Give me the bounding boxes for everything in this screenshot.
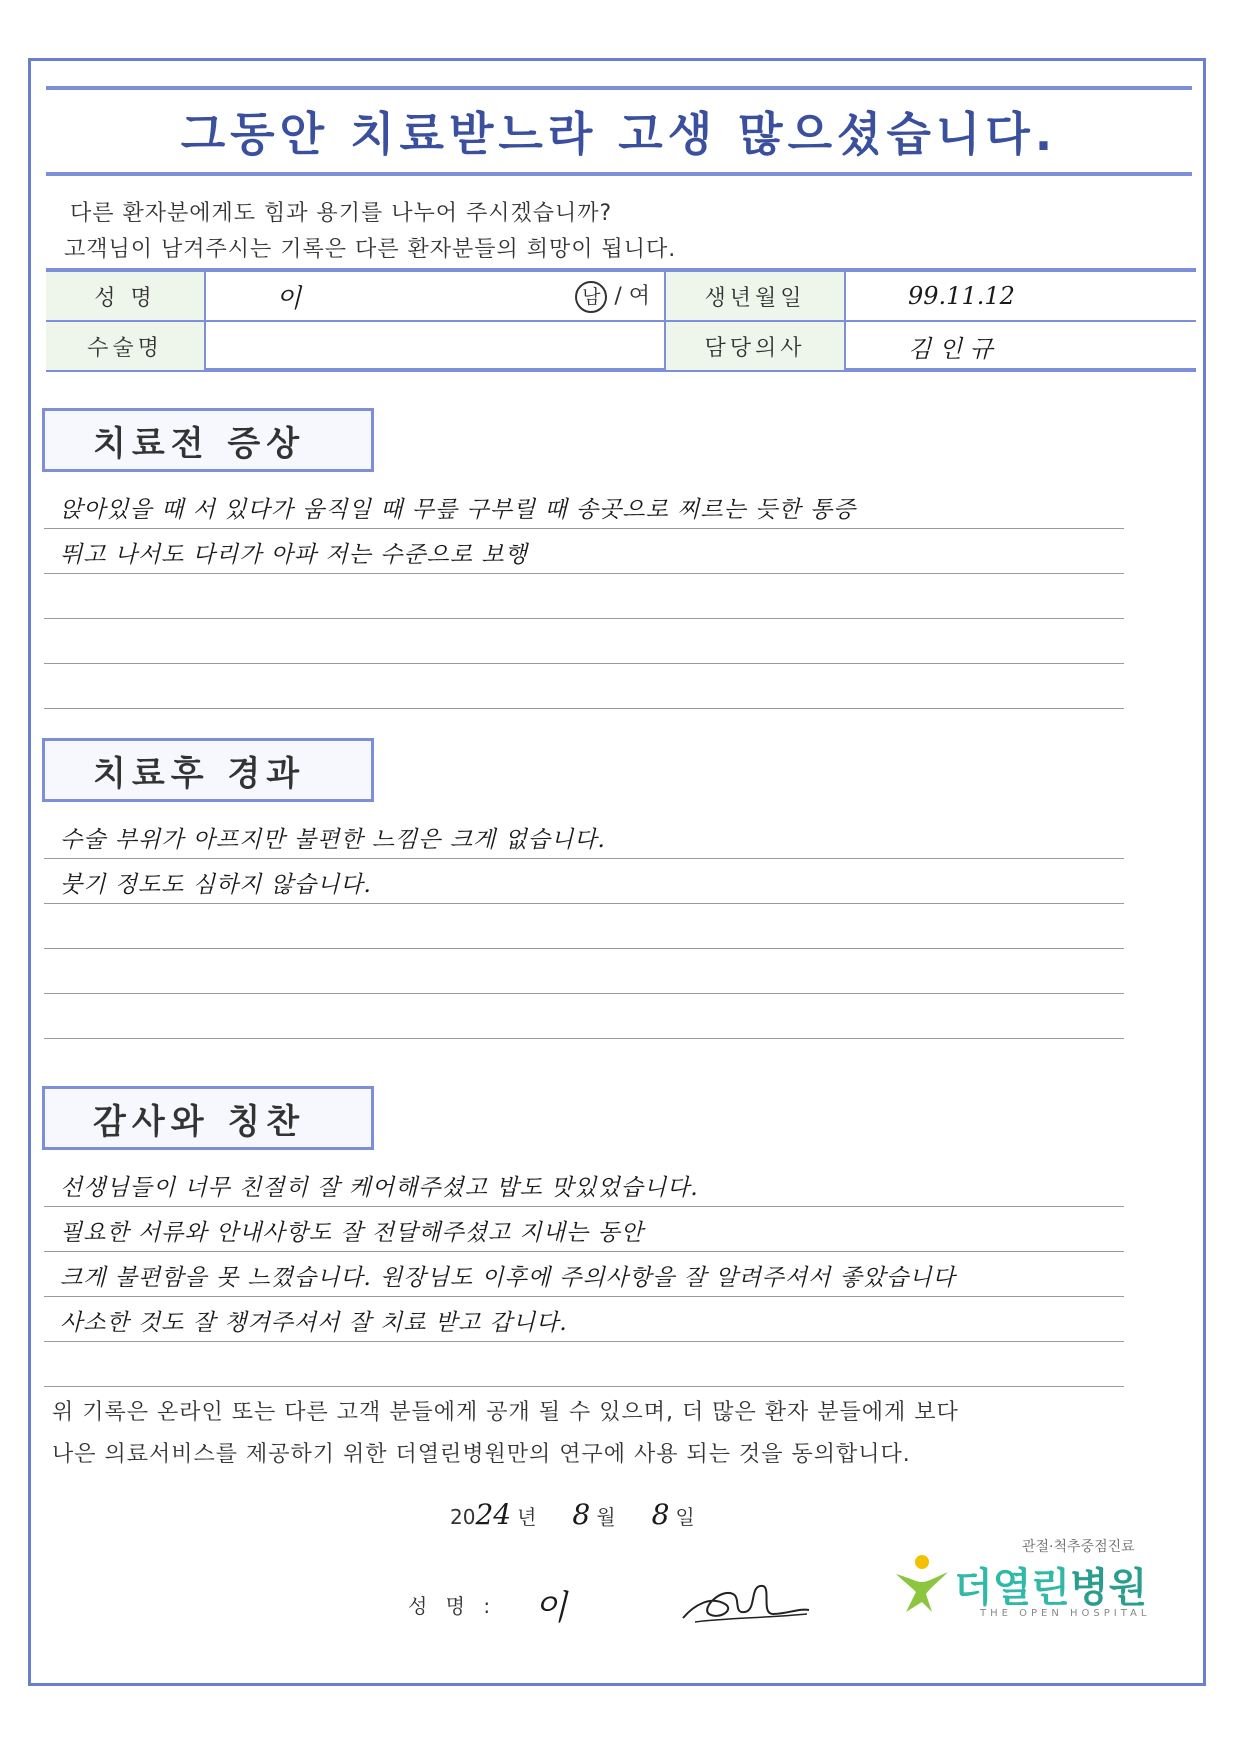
hospital-logo <box>892 1536 1162 1626</box>
symptoms-lines[interactable] <box>44 484 1124 709</box>
handwritten-text: 앉아있을 때 서 있다가 움직일 때 무릎 구부릴 때 송곳으로 찌르는 듯한 통증 <box>60 497 857 523</box>
name-value: 이 <box>276 283 302 314</box>
handwritten-text: 크게 불편함을 못 느꼈습니다. 원장님도 이후에 주의사항을 잘 알려주셔서 좋았습니다 <box>60 1265 956 1291</box>
progress-lines[interactable] <box>44 814 1124 1039</box>
writing-line[interactable] <box>44 664 1124 709</box>
day-unit: 일 <box>675 1505 695 1529</box>
name-label: 성 명 <box>46 272 206 320</box>
surgery-label: 수술명 <box>46 322 206 370</box>
writing-line[interactable] <box>44 994 1124 1039</box>
info-row-1 <box>46 272 1196 322</box>
intro-line-2: 고객님이 남겨주시는 기록은 다른 환자분들의 희망이 됩니다. <box>64 237 677 262</box>
writing-line[interactable] <box>44 904 1124 949</box>
title-bar <box>46 86 1192 176</box>
doctor-label: 담당의사 <box>666 322 846 370</box>
birth-field[interactable] <box>846 272 1196 320</box>
surgery-field[interactable] <box>206 322 666 370</box>
consent-line-2: 나은 의료서비스를 제공하기 위한 더열린병원만의 연구에 사용 되는 것을 동의합니다. <box>52 1442 911 1467</box>
writing-line[interactable] <box>44 1162 1124 1207</box>
writing-line[interactable] <box>44 1207 1124 1252</box>
section-title-symptoms: 치료전 증상 <box>42 408 374 472</box>
gender-separator: / <box>614 284 622 309</box>
intro-text <box>64 196 677 268</box>
logo-tagline: 관절·척추중점진료 <box>1022 1539 1135 1555</box>
section-title-thanks: 감사와 칭찬 <box>42 1086 374 1150</box>
month-unit: 월 <box>596 1505 616 1529</box>
intro-line-1: 다른 환자분에게도 힘과 용기를 나누어 주시겠습니까? <box>70 201 613 226</box>
signature-scribble-icon <box>675 1574 815 1634</box>
logo-figure-icon <box>892 1552 952 1614</box>
writing-line[interactable] <box>44 574 1124 619</box>
gender-female-option[interactable]: 여 <box>628 284 650 309</box>
birth-label: 생년월일 <box>666 272 846 320</box>
birth-value: 99.11.12 <box>908 282 1015 310</box>
writing-line[interactable] <box>44 529 1124 574</box>
writing-line[interactable] <box>44 619 1124 664</box>
doctor-value: 김 인 규 <box>908 334 993 363</box>
handwritten-text: 필요한 서류와 안내사항도 잘 전달해주셨고 지내는 동안 <box>60 1220 644 1246</box>
section-title-progress: 치료후 경과 <box>42 738 374 802</box>
page-title: 그동안 치료받느라 고생 많으셨습니다. <box>180 107 1058 161</box>
gender-male-option[interactable]: 남 <box>575 281 607 313</box>
handwritten-text: 사소한 것도 잘 챙겨주셔서 잘 치료 받고 갑니다. <box>60 1310 568 1336</box>
writing-line[interactable] <box>44 859 1124 904</box>
writing-line[interactable] <box>44 1342 1124 1387</box>
doctor-field[interactable] <box>846 322 1196 370</box>
signature-field[interactable] <box>408 1574 815 1634</box>
consent-text <box>52 1392 959 1476</box>
signature-name: 이 <box>534 1587 567 1628</box>
year-value: 24 <box>475 1498 512 1531</box>
handwritten-text: 붓기 정도도 심하지 않습니다. <box>60 872 372 898</box>
writing-line[interactable] <box>44 814 1124 859</box>
consent-line-1: 위 기록은 온라인 또는 다른 고객 분들에게 공개 될 수 있으며, 더 많은 환자 분들에게 보다 <box>52 1400 959 1425</box>
thanks-lines[interactable] <box>44 1162 1124 1387</box>
day-value: 8 <box>651 1498 670 1531</box>
name-field[interactable] <box>206 272 666 320</box>
info-row-2 <box>46 322 1196 370</box>
month-value: 8 <box>572 1498 591 1531</box>
patient-info-table <box>46 268 1196 372</box>
gender-selector[interactable] <box>575 279 650 313</box>
logo-name: 더열린병원 <box>954 1565 1148 1611</box>
handwritten-text: 수술 부위가 아프지만 불편한 느낌은 크게 없습니다. <box>60 827 606 853</box>
writing-line[interactable] <box>44 484 1124 529</box>
writing-line[interactable] <box>44 1252 1124 1297</box>
logo-english: THE OPEN HOSPITAL <box>980 1608 1151 1619</box>
handwritten-text: 선생님들이 너무 친절히 잘 케어해주셨고 밥도 맛있었습니다. <box>60 1175 699 1201</box>
writing-line[interactable] <box>44 949 1124 994</box>
writing-line[interactable] <box>44 1297 1124 1342</box>
handwritten-text: 뛰고 나서도 다리가 아파 저는 수준으로 보행 <box>60 542 528 568</box>
signature-label: 성 명 : <box>408 1593 497 1618</box>
year-unit: 년 <box>517 1505 537 1529</box>
date-field[interactable] <box>450 1498 695 1531</box>
year-prefix: 20 <box>450 1505 476 1529</box>
